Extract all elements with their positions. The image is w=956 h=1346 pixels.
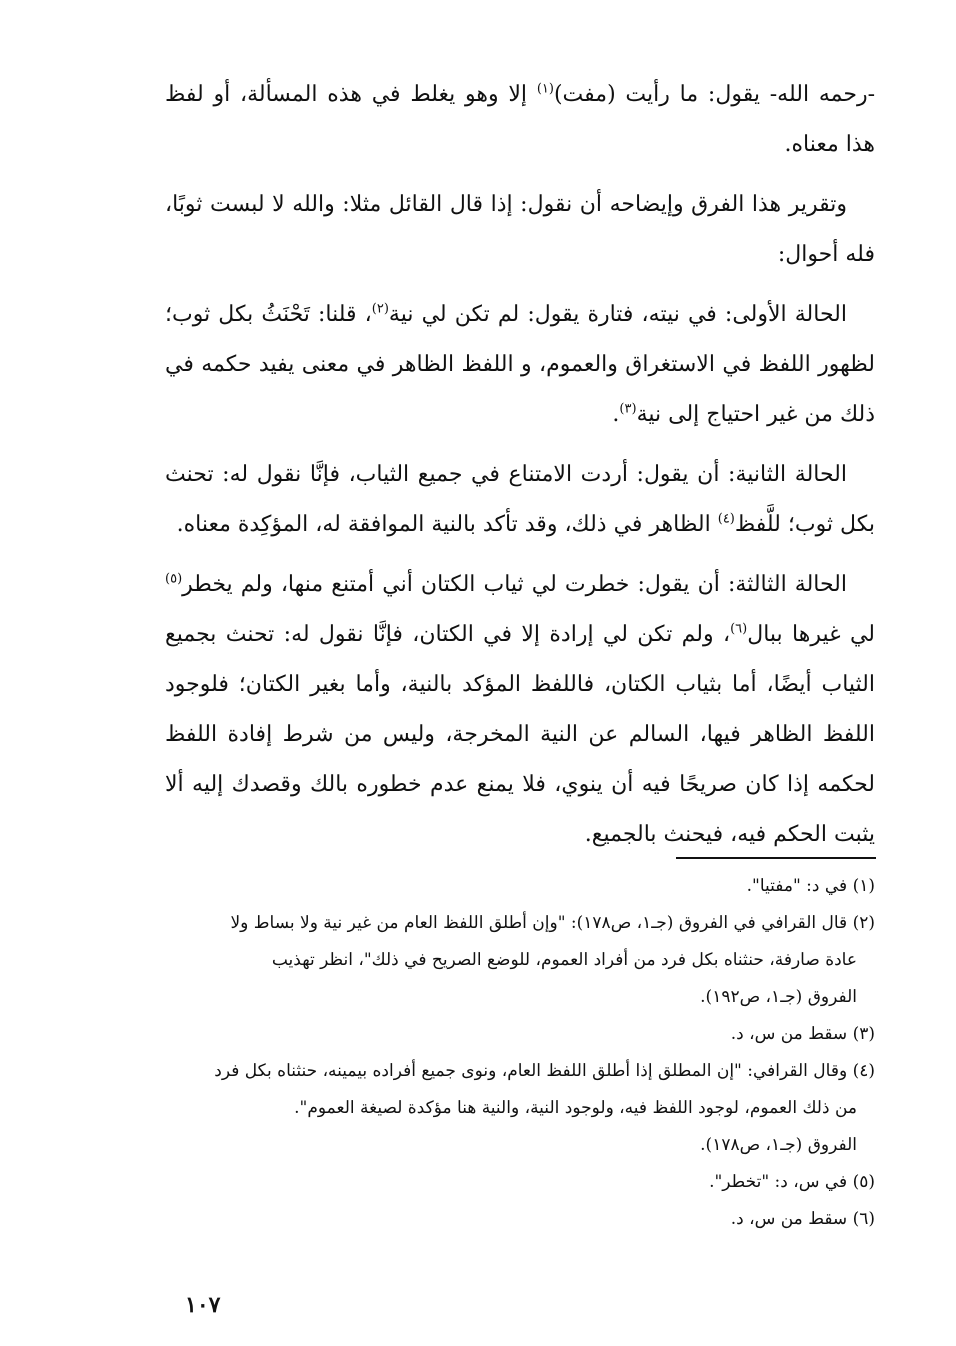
paragraph-3-text: الحالة الأولى: في نيته، فتارة يقول: لم تكن لي نية	[388, 302, 847, 327]
page-number: ١٠٧	[185, 1292, 221, 1318]
paragraph-4	[165, 450, 875, 550]
paragraph-5	[165, 560, 875, 860]
footnote-2-line-3: الفروق (جـ١، ص١٩٢).	[700, 987, 857, 1007]
paragraph-2-text: وتقرير هذا الفرق وإيضاحه أن نقول: إذا قال القائل مثلا: والله لا لبست ثوبًا، فله أحوال:	[165, 192, 875, 267]
footnote-ref-1[interactable]: (١)	[536, 81, 554, 97]
footnote-separator	[676, 857, 876, 859]
footnote-2-line-2: عادة صارفة، حنثناه بكل فرد من أفراد العموم، للوضع الصريح في ذلك"، انظر تهذيب	[271, 950, 857, 970]
paragraph-3-text-cont: ، قلنا: تَحْنَثُ بكل ثوب؛ لظهور اللفظ في الاستغراق والعموم، و اللفظ الظاهر في معنى يفيد حكمه في ذلك من غير احتياج إلى نية	[165, 302, 875, 427]
paragraph-2	[165, 180, 875, 280]
footnote-4-line-3: الفروق (جـ١، ص١٧٨).	[700, 1135, 857, 1155]
main-text	[165, 70, 875, 870]
footnote-1: (١) في د: "مفتيا".	[746, 876, 875, 896]
paragraph-1-text-cont: إلا وهو يغلط في هذه المسألة، أو لفظ هذا معناه.	[165, 82, 875, 157]
footnote-3: (٣) سقط من س، د.	[730, 1024, 875, 1044]
footnote-4: (٤) وقال القرافي: "إن المطلق إذا أطلق اللفظ العام، ونوى جميع أفراده بيمينه، حنثناه بكل فرد	[214, 1061, 875, 1081]
footnote-6: (٦) سقط من س، د.	[730, 1209, 875, 1229]
paragraph-3	[165, 290, 875, 440]
paragraph-5-text-end: ، ولم تكن لي إرادة إلا في الكتان، فإنَّا نقول له: تحنث بجميع الثياب أيضًا، أما بثياب الكتان، فاللفظ المؤكد بالنية، وأما بغير الكتان؛ فلوجود اللفظ الظاهر فيها، السالم عن النية المخرجة، وليس من شرط إفادة اللفظ لحكمه إذا كان صريحًا فيه أن ينوي، فلا يمنع عدم خطوره بالك وقصدك إليه ألا يثبت الحكم فيه، فيحنث بالجميع.	[165, 622, 875, 847]
paragraph-5-text-cont: لي غيرها ببال	[747, 622, 876, 647]
paragraph-3-text-end: .	[612, 402, 620, 427]
paragraph-1-text: -رحمه الله- يقول: ما رأيت (مفت)	[553, 82, 876, 107]
paragraph-5-text: الحالة الثالثة: أن يقول: خطرت لي ثياب الكتان أني أمتنع منها، ولم يخطر	[182, 572, 847, 597]
paragraph-1	[165, 70, 875, 170]
footnote-ref-6[interactable]: (٦)	[730, 621, 748, 637]
footnote-2: (٢) قال القرافي في الفروق (جـ١، ص١٧٨): "وإن أطلق اللفظ العام من غير نية ولا بساط ولا	[230, 913, 875, 933]
footnote-ref-4[interactable]: (٤)	[717, 511, 735, 527]
footnote-4-line-2: من ذلك العموم، لوجود اللفظ فيه، ولوجود النية، والنية هنا مؤكدة لصيغة العموم".	[294, 1098, 857, 1118]
footnote-ref-2[interactable]: (٢)	[371, 301, 389, 317]
paragraph-4-text: الحالة الثانية: أن يقول: أردت الامتناع في جميع الثياب، فإنَّا نقول له: تحنث بكل ثوب؛ للَّفظ	[165, 462, 875, 537]
paragraph-4-text-cont: الظاهر في ذلك، وقد تأكد بالنية الموافقة له، المؤكِدة معناه.	[176, 512, 718, 537]
footnote-ref-5[interactable]: (٥)	[165, 571, 183, 587]
footnote-ref-3[interactable]: (٣)	[619, 401, 637, 417]
footnote-5: (٥) في س، د: "تخطر".	[709, 1172, 875, 1192]
footnotes	[165, 868, 875, 1238]
